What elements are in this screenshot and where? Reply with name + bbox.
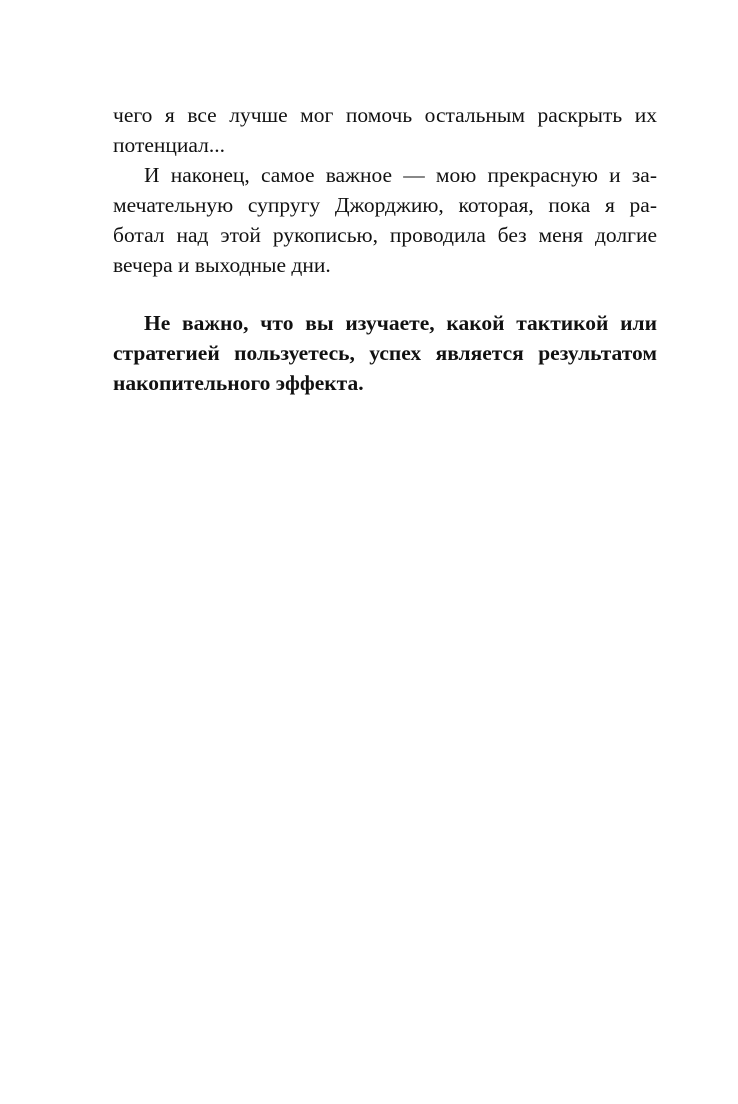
text-line: ботал над этой рукописью, проводила без меня долгие: [113, 223, 657, 247]
paragraph-spacer: [113, 280, 657, 308]
text-line: мечательную супругу Джорджию, которая, пока я ра-: [113, 193, 657, 217]
quote-line: стратегией пользуетесь, успех является результатом: [113, 341, 657, 365]
paragraph-acknowledgment: [113, 160, 657, 280]
paragraph-continuation: [113, 100, 657, 160]
bold-quote: [113, 308, 657, 398]
page-text: [113, 100, 657, 398]
text-line: потенциал...: [113, 133, 226, 157]
text-line: И наконец, самое важное — мою прекрасную и за-: [144, 163, 657, 187]
quote-line: накопительного эффекта.: [113, 371, 364, 395]
text-line: чего я все лучше мог помочь остальным раскрыть их: [113, 103, 657, 127]
quote-line: Не важно, что вы изучаете, какой тактикой или: [144, 311, 657, 335]
text-line: вечера и выходные дни.: [113, 253, 331, 277]
